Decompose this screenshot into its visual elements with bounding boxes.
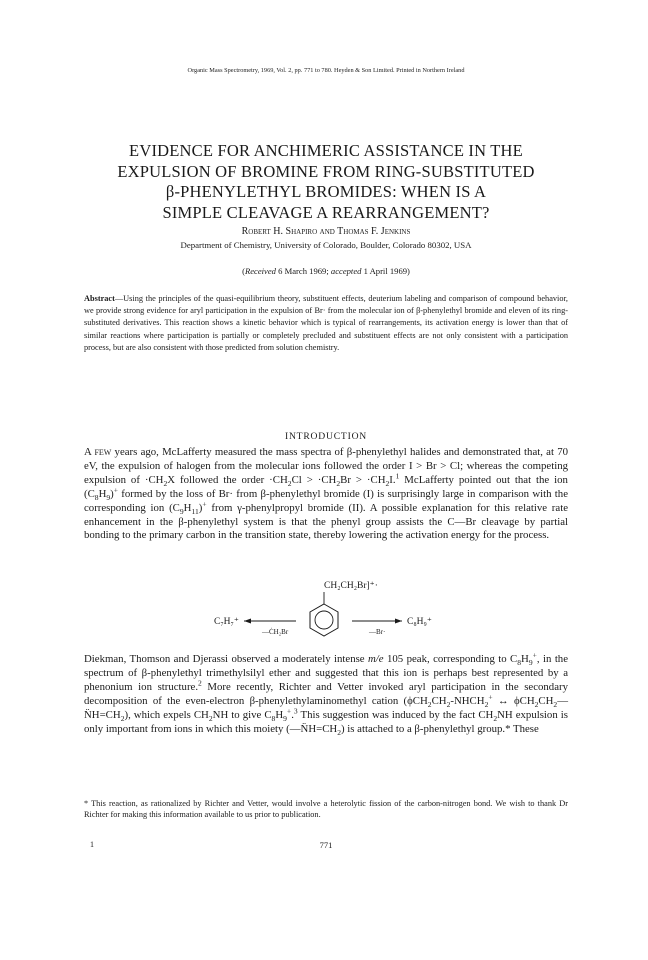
author-name: Thomas F. Jenkins	[337, 226, 411, 237]
received-label: Received	[244, 266, 276, 276]
left-arrowhead	[244, 619, 251, 624]
signature-mark: 1	[90, 840, 94, 849]
scheme-top-label: CH₂CH₂Br]⁺·	[324, 581, 378, 591]
abstract	[84, 293, 568, 354]
benzene-ring	[310, 604, 338, 636]
title-line: β-PHENYLETHYL BROMIDES: WHEN IS A	[165, 182, 487, 201]
right-product: C₈H₉⁺	[407, 617, 432, 627]
citation: 1	[395, 471, 400, 481]
reaction-scheme	[84, 578, 568, 640]
paren: )	[407, 266, 410, 276]
abstract-lead: Abstract	[84, 294, 115, 303]
accepted-label: accepted	[330, 266, 362, 276]
received-date: 6 March 1969;	[278, 266, 329, 276]
affiliation: Department of Chemistry, University of Colorado, Boulder, Colorado 80302, USA	[180, 240, 472, 250]
abstract-text: —Using the principles of the quasi-equilibrium theory, substituent effects, deuterium labeling and comparison of compound behavior, we provide strong evidence for aryl participation in the expulsion of Br· from the molecular ion of β-phenylethyl bromide and eleven of its ring-substituted derivatives. This reaction shows a kinetic behavior which is typical of rearrangements, its activation energy is lower than that of similar reactions where participation is partially or completely precluded and substituent effects are not only consistent with a participation process, but are also consistent with those predicted from solution chemistry.	[84, 294, 568, 352]
title-line: EVIDENCE FOR ANCHIMERIC ASSISTANCE IN THE	[129, 141, 523, 160]
running-head: Organic Mass Spectrometry, 1969, Vol. 2, pp. 771 to 780. Heyden & Son Limited. Printed in Northern Ireland	[187, 67, 465, 74]
section-heading: INTRODUCTION	[284, 431, 368, 442]
page-number: 771	[319, 840, 333, 850]
benzene-ring-circle	[315, 611, 333, 629]
author-conjunction: and	[319, 226, 335, 237]
paragraph-diekman: Diekman, Thomson and Djerassi observed a moderately intense m/e 105 peak, corresponding to $C_8H_9^+$, in the spectrum of β-phenylethyl trimethylsilyl ether and suggested that this ion is perhaps best represented by a phenonium ion structure.$^2$ More recently, Richter and Vetter invoked aryl participation in the secondary decomposition of the even-electron β-phenylethylaminomethyl cation ($\phi CH_2CH_2-NHCH_2^+$ ↔ $\phi CH_2CH_2—N̈H=CH_2$), which expels $CH_2NH$ to give $C_8H_9^+.^3$ This suggestion was induced by the fact $CH_2NH$ expulsion is only important from ions in which this moiety $(—N̈H=CH_2)$ is attached to a β-phenylethyl group.* These	[84, 650, 569, 737]
accepted-date: 1 April 1969	[363, 266, 408, 276]
title-line: EXPULSION OF BROMINE FROM RING-SUBSTITUTED	[117, 161, 535, 181]
author-name: Robert H. Shapiro	[241, 226, 318, 237]
article-title	[84, 141, 568, 223]
right-arrowhead	[395, 619, 402, 624]
footnote: * This reaction, as rationalized by Richter and Vetter, would involve a heterolytic fission of the carbon-nitrogen bond. We wish to thank Dr Richter for making this information available to us prior to publication.	[84, 799, 568, 820]
received-dates	[84, 266, 568, 276]
paren: (	[242, 266, 245, 276]
left-product: C₇H₇⁺	[214, 617, 239, 627]
citation: 2	[198, 678, 202, 688]
author-line	[84, 226, 568, 237]
title-line: SIMPLE CLEAVAGE A REARRANGEMENT?	[162, 202, 490, 222]
citation: 3	[293, 706, 298, 716]
paragraph-intro: A few years ago, McLafferty measured the mass spectra of β-phenylethyl halides and demonstrated that, at 70 eV, the expulsion of halogen from the molecular ions followed the order I > Br > Cl; whereas the competing expulsion of $\cdot CH_2X$ followed the order $\cdot CH_2Cl > \cdot CH_2Br > \cdot CH_2I.^1$ McLafferty pointed out that the ion $(C_8H_9)^+$ formed by the loss of Br· from β-phenylethyl bromide (I) is surprisingly large in comparison with the corresponding ion $(C_9H_{11})^+$ from γ-phenylpropyl bromide (II). A possible explanation for this relative rate enhancement in the β-phenylethyl system is that the phenyl group assists the C—Br cleavage by partial bonding to the primary carbon in the transition state, thereby lowering the activation energy for the process.	[84, 446, 568, 542]
right-loss-label: —Br·	[369, 628, 386, 636]
left-loss-label: —ĊH₂Br	[262, 628, 289, 636]
